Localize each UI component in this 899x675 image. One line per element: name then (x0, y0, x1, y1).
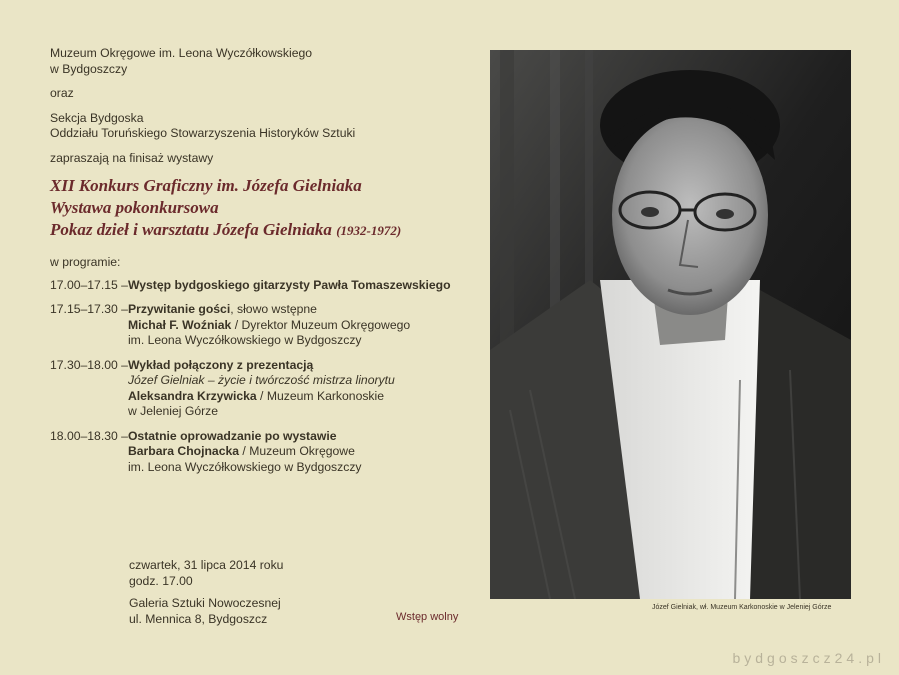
program-speaker (128, 389, 395, 405)
title-line3 (50, 219, 480, 242)
section-line1: Sekcja Bydgoska (50, 110, 144, 125)
invite-text: zapraszają na finisaż wystawy (50, 150, 214, 165)
title-years: (1932-1972) (336, 223, 402, 238)
watermark: bydgoszcz24.pl (732, 650, 885, 666)
program-item (50, 358, 480, 420)
program-time: 17.30–18.00 – (50, 357, 128, 372)
section-line2: Oddziału Toruńskiego Stowarzyszenia Historyków Sztuki (50, 126, 356, 140)
speaker-name: Michał F. Woźniak (127, 317, 232, 332)
program-title: Wykład połączony z prezentacją (127, 357, 314, 372)
speaker-affiliation: / Dyrektor Muzeum Okręgowego (231, 317, 411, 332)
organizer-museum (50, 46, 480, 77)
program-item (50, 302, 480, 349)
event-address: ul. Mennica 8, Bydgoszcz (129, 611, 268, 626)
speaker-affiliation-line: im. Leona Wyczółkowskiego w Bydgoszczy (127, 459, 362, 474)
speaker-affiliation: / Muzeum Karkonoskie (256, 388, 385, 403)
program-title-rest: , słowo wstępne (230, 302, 317, 316)
photo-caption: Józef Gielniak, wł. Muzeum Karkonoskie w Jeleniej Górze (652, 604, 832, 611)
program-item (50, 429, 480, 476)
program-title: Ostatnie oprowadzanie po wystawie (127, 428, 337, 443)
program-time: 17.15–17.30 – (50, 302, 128, 316)
event-hour: godz. 17.00 (129, 573, 193, 588)
organizer-section (50, 111, 480, 142)
program-time: 17.00–17.15 – (50, 277, 128, 292)
museum-line1: Muzeum Okręgowe im. Leona Wyczółkowskiego (50, 46, 313, 60)
program-speaker (128, 444, 362, 460)
program-item (50, 278, 480, 294)
lecture-subtitle: Józef Gielniak – życie i twórczość mistrza linorytu (127, 373, 395, 387)
program-speaker (128, 318, 410, 334)
exhibition-title (50, 175, 480, 242)
event-venue: Galeria Sztuki Nowoczesnej (129, 596, 281, 610)
invitation-text (50, 46, 480, 484)
program-title: Przywitanie gości (127, 302, 231, 316)
event-date: czwartek, 31 lipca 2014 roku (129, 558, 284, 572)
and-text: oraz (50, 86, 74, 100)
program-title: Występ bydgoskiego gitarzysty Pawła Tomaszewskiego (127, 277, 451, 292)
program-time: 18.00–18.30 – (50, 428, 128, 443)
free-entry: Wstęp wolny (396, 611, 459, 623)
title-line3-text: Pokaz dzieł i warsztatu Józefa Gielniaka (50, 220, 332, 239)
speaker-name: Aleksandra Krzywicka (127, 388, 257, 403)
museum-line2: w Bydgoszczy (50, 61, 128, 76)
title-line2: Wystawa pokonkursowa (50, 198, 219, 217)
title-line1: XII Konkurs Graficzny im. Józefa Gielniaka (50, 176, 362, 195)
speaker-affiliation-line: w Jeleniej Górze (127, 404, 219, 418)
speaker-affiliation: / Muzeum Okręgowe (239, 444, 355, 458)
program-heading: w programie: (50, 255, 121, 269)
speaker-affiliation-line: im. Leona Wyczółkowskiego w Bydgoszczy (127, 333, 362, 347)
speaker-name: Barbara Chojnacka (127, 444, 240, 458)
portrait-photo (490, 50, 851, 599)
event-details (129, 558, 283, 627)
